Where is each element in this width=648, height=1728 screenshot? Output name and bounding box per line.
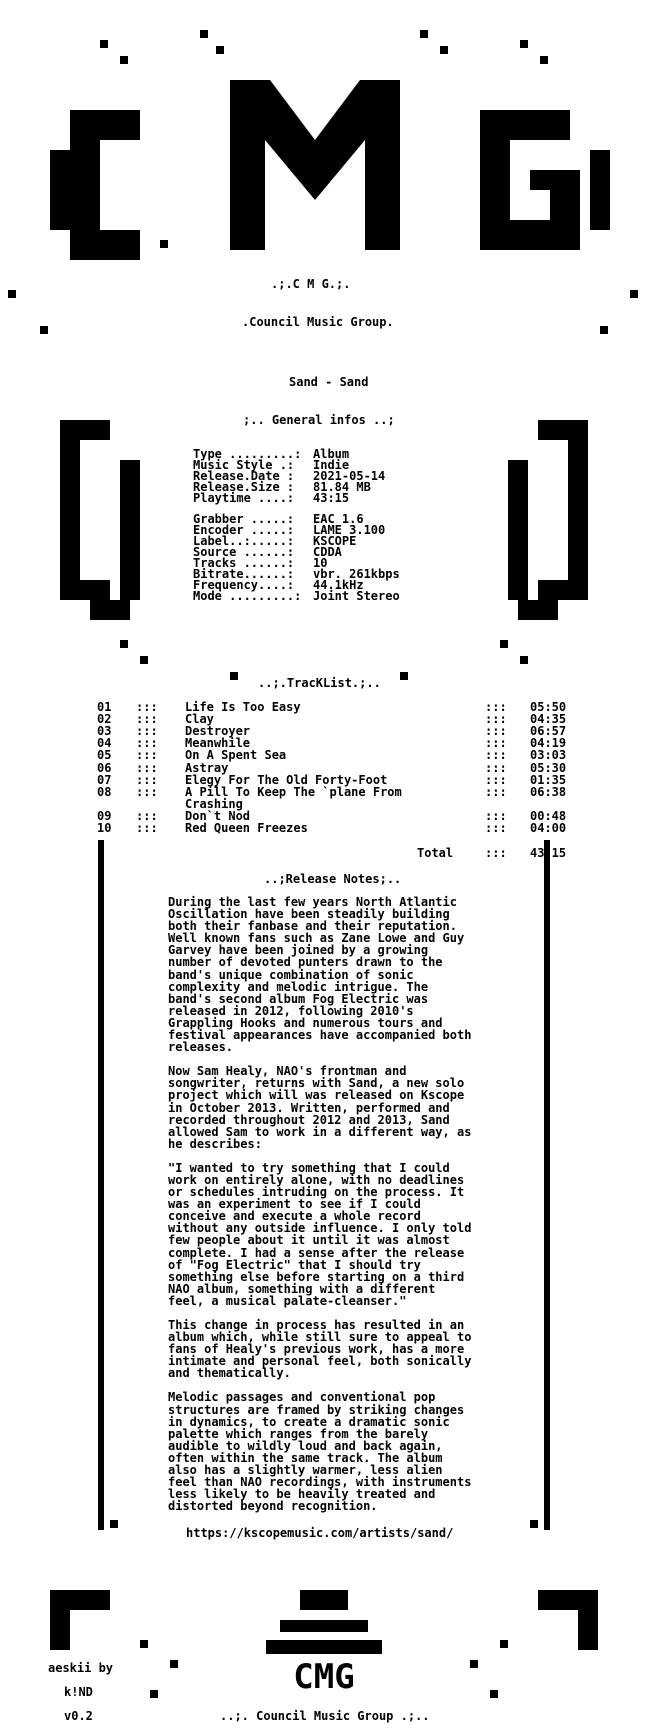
- info-label: Bitrate......:: [193, 566, 295, 581]
- bottom-ornaments: [50, 1590, 598, 1654]
- bottom-title: ..;. Council Music Group .;..: [220, 1709, 430, 1723]
- right-border: [544, 840, 550, 1530]
- track-title: Life Is Too Easy: [185, 700, 301, 714]
- track-title: Destroyer: [185, 724, 251, 739]
- track-time: 06:57: [530, 724, 567, 739]
- release-notes-paragraph: This change in process has resulted in an album which, while still sure to appeal to fans of Healy's previous work, has a more intimate and personal feel, both sonically and thematically.: [168, 1318, 472, 1381]
- track-separator: :::: [485, 784, 507, 799]
- left-border: [98, 840, 104, 1530]
- track-number: 09: [97, 808, 112, 823]
- info-label: Release.Size :: [193, 479, 295, 494]
- info-value: Album: [313, 447, 350, 461]
- credit-line1: aeskii by: [48, 1661, 114, 1675]
- track-time: 05:50: [530, 700, 567, 714]
- release-notes-title: ..;Release Notes;..: [264, 872, 402, 886]
- track-separator: :::: [136, 748, 158, 763]
- track-title: Clay: [185, 712, 214, 727]
- info-label: Release.Date :: [193, 468, 295, 483]
- info-value: Indie: [313, 457, 350, 472]
- version: v0.2: [64, 1709, 93, 1723]
- track-separator: :::: [136, 736, 158, 751]
- release-notes-paragraph: During the last few years North Atlantic Oscillation have been steadily building both their fanbase and their reputation. Well known fans such as Zane Lowe and Guy Garvey have been joined by a growing number of devoted punters drawn to the band's unique combination of sonic complexity and melodic intrigue. The band's second album Fog Electric was released in 2012, following 2010's Grappling Hooks and numerous tours and festival appearances have accompanied both releases.: [168, 895, 472, 1055]
- info-label: Mode .........:: [193, 588, 302, 603]
- track-time: 04:00: [530, 821, 567, 835]
- info-label: Encoder .....:: [193, 523, 295, 538]
- dot-title: .;.C M G.;.: [271, 277, 351, 291]
- track-number: 05: [97, 748, 112, 763]
- track-title: A Pill To Keep The `plane From Crashing: [185, 784, 402, 811]
- track-separator: :::: [136, 760, 158, 775]
- info-value: EAC 1.6: [313, 512, 364, 527]
- info-label: Source ......:: [193, 545, 295, 560]
- release-notes-body: [168, 896, 513, 1524]
- track-time: 05:30: [530, 760, 567, 775]
- info-value: CDDA: [313, 545, 342, 560]
- release-notes-paragraph: Melodic passages and conventional pop structures are framed by striking changes in dynamics, to create a dramatic sonic palette which ranges from the barely audible to wildly loud and back again, often within the same track. The album also has a slightly warmer, less alien feel than NAO recordings, with instruments less likely to be heavily treated and distorted beyond recognition.: [168, 1390, 472, 1514]
- track-time: 06:38: [530, 784, 567, 799]
- track-number: 10: [97, 821, 112, 835]
- credit-line2: k!ND: [64, 1685, 93, 1699]
- info-value: 44.1kHz: [313, 577, 364, 592]
- track-title: Astray: [185, 760, 229, 775]
- release-notes-paragraph: Now Sam Healy, NAO's frontman and songwriter, returns with Sand, a new solo project which will was released on Kscope in October 2013. Written, performed and recorded throughout 2012 and 2013, Sand allowed Sam to work in a different way, as he describes:: [168, 1064, 472, 1151]
- track-number: 01: [97, 700, 112, 714]
- track-separator: :::: [485, 724, 507, 739]
- track-separator: :::: [485, 712, 507, 727]
- info-value: 43:15: [313, 490, 350, 505]
- track-separator: :::: [485, 736, 507, 751]
- info-value: 2021-05-14: [313, 468, 386, 483]
- track-separator: :::: [485, 808, 507, 823]
- info-value: 81.84 MB: [313, 479, 371, 494]
- info-label: Grabber .....:: [193, 512, 295, 527]
- track-title: Meanwhile: [185, 736, 251, 751]
- track-separator: :::: [485, 821, 507, 835]
- track-separator: :::: [136, 808, 158, 823]
- track-time: 04:35: [530, 712, 567, 727]
- track-number: 06: [97, 760, 112, 775]
- release-url[interactable]: https://kscopemusic.com/artists/sand/: [186, 1526, 454, 1540]
- info-label: Music Style .:: [193, 457, 295, 472]
- track-number: 02: [97, 712, 112, 727]
- track-separator: :::: [136, 712, 158, 727]
- track-separator: :::: [485, 760, 507, 775]
- track-separator: :::: [136, 724, 158, 739]
- track-number: 08: [97, 784, 112, 799]
- track-time: 01:35: [530, 772, 567, 787]
- track-title: Elegy For The Old Forty-Foot: [185, 772, 388, 787]
- track-title: Don`t Nod: [185, 808, 251, 823]
- track-separator: :::: [485, 700, 507, 714]
- track-number: 03: [97, 724, 112, 739]
- info-value: vbr. 261kbps: [313, 566, 400, 581]
- release-title: Sand - Sand: [289, 375, 369, 389]
- info-label: Playtime ....:: [193, 490, 295, 505]
- tracklist-title: ..;.TracKList.;..: [258, 676, 381, 690]
- cmg-logo-text: CMG: [293, 1657, 355, 1697]
- track-separator: :::: [136, 772, 158, 787]
- general-infos-title: ;.. General infos ..;: [243, 413, 395, 427]
- track-separator: :::: [485, 748, 507, 763]
- total-label: Total: [417, 846, 454, 860]
- track-number: 07: [97, 772, 112, 787]
- info-label: Label..:.....:: [193, 534, 295, 549]
- track-separator: :::: [136, 700, 158, 714]
- track-time: 03:03: [530, 748, 567, 763]
- release-notes-paragraph: "I wanted to try something that I could work on entirely alone, with no deadlines or schedules intruding on the process. It was an experiment to see if I could conceive and execute a whole record without any outside influence. I only told few people about it until it was almost complete. I had a sense after the release of "Fog Electric" that I should try something else before starting on a third NAO album, something with a different feel, a musical palate-cleanser.": [168, 1160, 472, 1308]
- info-label: Type .........:: [193, 447, 302, 461]
- group-name: .Council Music Group.: [242, 315, 394, 329]
- track-number: 04: [97, 736, 112, 751]
- track-title: Red Queen Freezes: [185, 821, 308, 835]
- info-value: 10: [313, 556, 328, 570]
- info-label: Tracks ......:: [193, 556, 295, 570]
- track-separator: :::: [136, 821, 158, 835]
- track-time: 04:19: [530, 736, 567, 751]
- track-title: On A Spent Sea: [185, 748, 287, 763]
- info-value: KSCOPE: [313, 534, 357, 549]
- track-separator: :::: [485, 772, 507, 787]
- total-separator: :::: [485, 846, 507, 860]
- track-separator: :::: [136, 784, 158, 799]
- info-value: Joint Stereo: [313, 588, 400, 603]
- track-time: 00:48: [530, 808, 567, 823]
- info-value: LAME 3.100: [313, 523, 386, 538]
- info-label: Frequency....:: [193, 577, 295, 592]
- cmg-logo-art: [50, 80, 610, 260]
- total-time: 43:15: [530, 846, 567, 860]
